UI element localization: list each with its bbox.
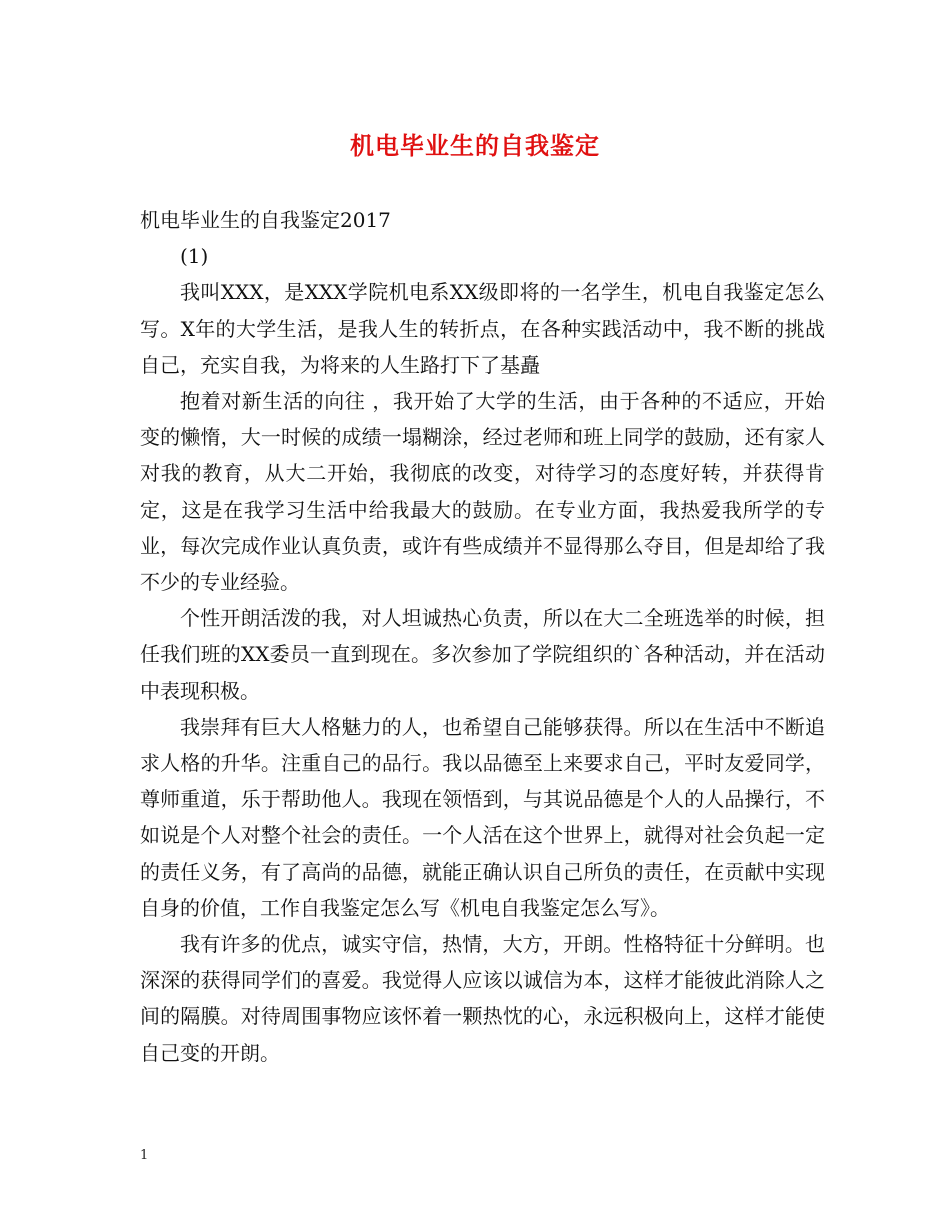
section-number-paragraph: (1) [180,244,209,269]
body-paragraph: 个性开朗活泼的我，对人坦诚热心负责，所以在大二全班选举的时候，担任我们班的XX委员一直到现在。多次参加了学院组织的`各种活动，并在活动中表现积极。 [140,606,825,703]
page-title: 机电毕业生的自我鉴定 [350,131,600,160]
body-paragraph: 我有许多的优点，诚实守信，热情，大方，开朗。性格特征十分鲜明。也深深的获得同学们的喜爱。我觉得人应该以诚信为本，这样才能彼此消除人之间的隔膜。对待周围事物应该怀着一颗热忱的心，永远积极向上，这样才能使自己变的开朗。 [140,932,825,1065]
page-number: 1 [140,1148,149,1163]
subtitle-paragraph: 机电毕业生的自我鉴定2017 [140,208,391,232]
body-paragraph: 我叫XXX，是XXX学院机电系XX级即将的一名学生，机电自我鉴定怎么写。X年的大学生活，是我人生的转折点，在各种实践活动中，我不断的挑战自己，充实自我，为将来的人生路打下了基矗 [140,280,825,377]
document-body [140,202,825,1071]
body-paragraph: 抱着对新生活的向往 ，我开始了大学的生活，由于各种的不适应，开始变的懒惰，大一时候的成绩一塌糊涂，经过老师和班上同学的鼓励，还有家人对我的教育，从大二开始，我彻底的改变，对待学习的态度好转，并获得肯定，这是在我学习生活中给我最大的鼓励。在专业方面，我热爱我所学的专业，每次完成作业认真负责，或许有些成绩并不显得那么夺目，但是却给了我不少的专业经验。 [140,389,825,595]
body-paragraph: 我崇拜有巨大人格魅力的人，也希望自己能够获得。所以在生活中不断追求人格的升华。注重自己的品行。我以品德至上来要求自己，平时友爱同学，尊师重道，乐于帮助他人。我现在领悟到，与其说品德是个人的人品操行，不如说是个人对整个社会的责任。一个人活在这个世界上，就得对社会负起一定的责任义务，有了高尚的品德，就能正确认识自己所负的责任，在贡献中实现自身的价值，工作自我鉴定怎么写《机电自我鉴定怎么写》。 [140,714,825,920]
